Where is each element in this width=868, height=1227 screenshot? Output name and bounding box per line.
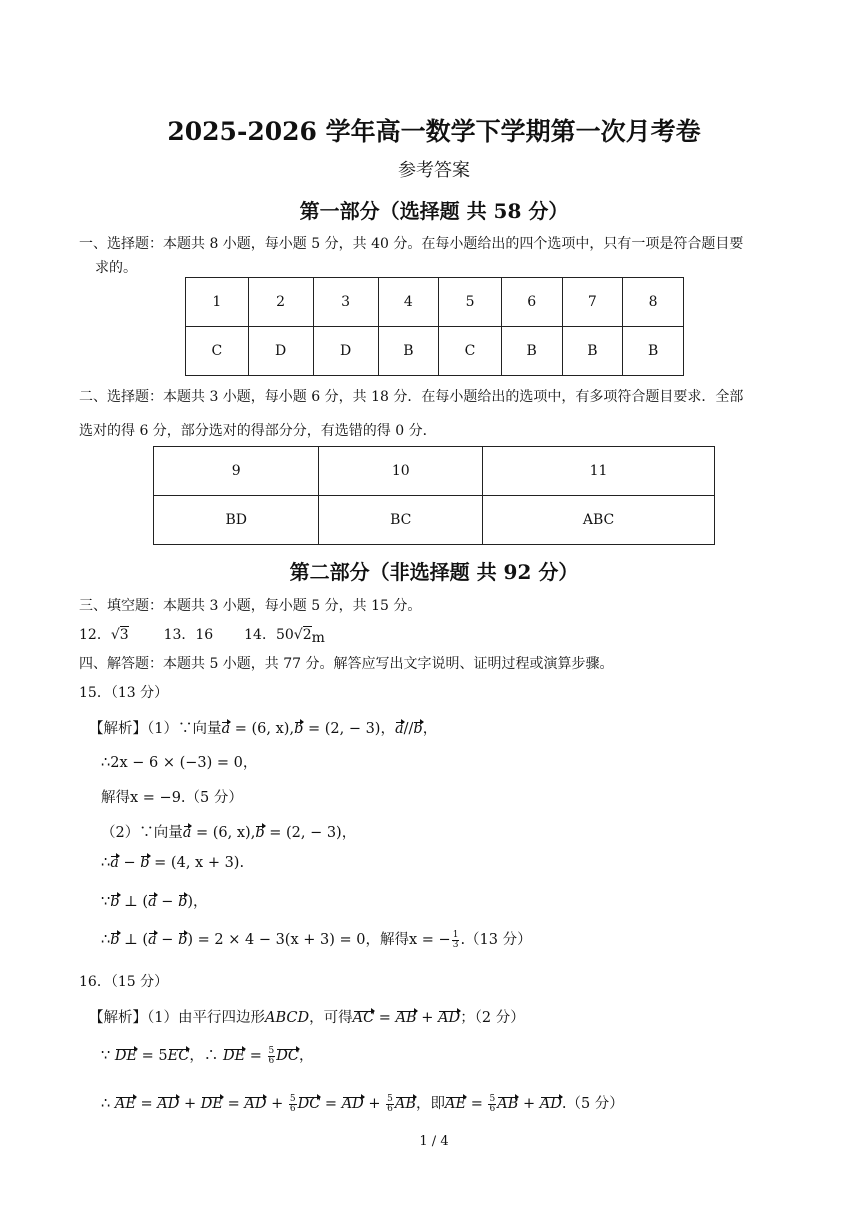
table-row xyxy=(154,496,715,545)
vec-a: a xyxy=(148,932,157,948)
vec-DC: DC xyxy=(276,1048,300,1064)
vec-b: b xyxy=(110,894,120,910)
q15-l7-perp: ⊥ ( xyxy=(119,932,149,948)
q15-l1-eq2: = (2, − 3)， xyxy=(303,721,395,737)
q13-answer: 13．16 xyxy=(163,627,214,643)
q16-l3-prefix: ∴ xyxy=(101,1096,115,1112)
table-cell: 6 xyxy=(501,278,562,327)
fraction xyxy=(386,1095,394,1114)
q16-l1-mid: ，可得 xyxy=(309,1010,353,1026)
sqrt-icon: √ xyxy=(110,627,120,643)
q15-l7-prefix: ∴ xyxy=(101,932,111,948)
table-cell: BC xyxy=(319,496,483,545)
q16-l3-eq3: = xyxy=(320,1096,342,1112)
vec-a: a xyxy=(182,825,192,841)
sqrt-icon: √ xyxy=(293,627,303,643)
fraction-denominator: 6 xyxy=(268,1055,275,1066)
q15-l5-minus: − xyxy=(118,855,141,871)
fraction xyxy=(488,1095,496,1114)
q15-l7-minus: − xyxy=(156,932,179,948)
vec-DE: DE xyxy=(200,1096,223,1112)
table-cell: 2 xyxy=(248,278,313,327)
answer-table-2 xyxy=(153,446,715,545)
table-cell: 8 xyxy=(623,278,684,327)
vec-EC: EC xyxy=(167,1048,190,1064)
q15-line4 xyxy=(101,821,356,842)
vec-b: b xyxy=(110,932,120,948)
vec-a: a xyxy=(110,855,119,871)
vec-b: b xyxy=(255,825,265,841)
q15-l1-end: ， xyxy=(422,721,438,737)
q16-line3 xyxy=(101,1092,624,1114)
q16-l3-eq2: = xyxy=(222,1096,245,1112)
q15-l4-eq1: = (6, x), xyxy=(191,825,256,841)
vec-AD: AD xyxy=(244,1096,267,1112)
q14-label: 14． xyxy=(244,627,276,643)
q16-l3-end: .（5 分） xyxy=(561,1096,624,1112)
q15-line1 xyxy=(89,717,437,738)
q15-header: 15．（13 分） xyxy=(79,685,169,701)
q15-l1-eq1: = (6, x), xyxy=(230,721,295,737)
fill-answers xyxy=(79,624,325,644)
q15-l7-eq: ) = 2 × 4 − 3(x + 3) = 0，解得 xyxy=(187,932,409,948)
q15-l6-prefix: ∵ xyxy=(101,894,111,910)
q16-line1 xyxy=(89,1006,525,1027)
q16-l1-plus: + xyxy=(416,1010,439,1026)
q16-l3-plus2: + xyxy=(266,1096,288,1112)
fraction-denominator: 3 xyxy=(452,939,459,950)
table-row xyxy=(186,278,684,327)
q16-l1-end: ；（2 分） xyxy=(460,1010,525,1026)
vec-b: b xyxy=(178,932,188,948)
page-subtitle: 参考答案 xyxy=(398,160,470,181)
q15-l5-eq: = (4, x + 3). xyxy=(149,855,245,871)
q15-line6 xyxy=(101,890,208,911)
vec-AB: AB xyxy=(395,1010,417,1026)
table-cell: ABC xyxy=(483,496,715,545)
fraction-numerator: 5 xyxy=(289,1093,296,1104)
q15-l6-end: )， xyxy=(187,894,208,910)
page-title: 2025-2026 学年高一数学下学期第一次月考卷 xyxy=(167,117,701,146)
fraction-numerator: 1 xyxy=(452,929,459,940)
vec-DC: DC xyxy=(297,1096,321,1112)
page-number: 1 / 4 xyxy=(419,1134,449,1149)
table-cell: B xyxy=(378,327,439,376)
table-cell: C xyxy=(439,327,502,376)
q16-l2-mid: ，∴ xyxy=(189,1048,223,1064)
q12-value: 3 xyxy=(119,627,129,643)
section3-text: 三、填空题：本题共 3 小题，每小题 5 分，共 15 分。 xyxy=(79,598,422,614)
vec-AE: AE xyxy=(114,1096,136,1112)
q15-l1-prefix: 【解析】（1）∵向量 xyxy=(89,721,222,737)
fraction xyxy=(268,1047,276,1066)
q15-l6-perp: ⊥ ( xyxy=(119,894,149,910)
vec-b: b xyxy=(140,855,150,871)
table-cell: 3 xyxy=(313,278,378,327)
vec-AB: AB xyxy=(394,1096,417,1112)
q16-l3-plus: + xyxy=(179,1096,201,1112)
table-cell: 7 xyxy=(562,278,623,327)
fraction xyxy=(452,931,460,950)
q16-l2-eq2: = xyxy=(245,1048,267,1064)
vec-b: b xyxy=(294,721,304,737)
section1-text-line1: 一、选择题：本题共 8 小题，每小题 5 分，共 40 分。在每小题给出的四个选项中，只有一项是符合题目要 xyxy=(79,236,744,252)
table-cell: BD xyxy=(154,496,319,545)
vec-b: b xyxy=(178,894,188,910)
q15-line5 xyxy=(101,855,244,871)
vec-AD: AD xyxy=(539,1096,562,1112)
q15-l3-c: （5 分） xyxy=(185,790,243,806)
vec-a: a xyxy=(221,721,231,737)
table-cell: 4 xyxy=(378,278,439,327)
vec-AD: AD xyxy=(157,1096,180,1112)
q16-l3-eq: = xyxy=(135,1096,158,1112)
vec-AD: AD xyxy=(438,1010,461,1026)
table-row xyxy=(186,327,684,376)
table-cell: D xyxy=(313,327,378,376)
q14-prefix: 50 xyxy=(275,627,294,643)
q15-l7-x: x = − xyxy=(409,932,451,948)
vec-b: b xyxy=(413,721,423,737)
part2-title: 第二部分（非选择题 共 92 分） xyxy=(289,560,579,584)
q16-l2-eq: = 5 xyxy=(137,1048,168,1064)
vec-a: a xyxy=(394,721,404,737)
table-cell: B xyxy=(562,327,623,376)
fraction-denominator: 6 xyxy=(387,1103,393,1114)
vec-AB: AB xyxy=(497,1096,519,1112)
vec-a: a xyxy=(148,894,157,910)
q15-l4-eq2: = (2, − 3)， xyxy=(264,825,357,841)
vec-AC: AC xyxy=(352,1010,375,1026)
q15-l6-minus: − xyxy=(156,894,179,910)
vec-DE: DE xyxy=(222,1048,246,1064)
q16-line2 xyxy=(101,1044,314,1066)
fraction-denominator: 6 xyxy=(489,1103,496,1114)
fraction-numerator: 5 xyxy=(268,1045,275,1056)
table-cell: 11 xyxy=(483,447,715,496)
section2-text-line2: 选对的得 6 分，部分选对的得部分分，有选错的得 0 分． xyxy=(79,423,437,439)
q16-header: 16．（15 分） xyxy=(79,974,169,990)
q16-l3-plus4: + xyxy=(518,1096,540,1112)
fraction-numerator: 5 xyxy=(489,1093,496,1104)
q16-l3-mid: ，即 xyxy=(416,1096,446,1112)
q14-unit: m xyxy=(311,630,325,646)
q14-root: 2 xyxy=(302,627,312,643)
table-cell: B xyxy=(623,327,684,376)
q15-line7 xyxy=(101,928,532,950)
table-cell: D xyxy=(248,327,313,376)
q15-line3 xyxy=(101,786,243,807)
q16-l1-prefix: 【解析】（1）由平行四边形 xyxy=(89,1010,265,1026)
answer-table-1 xyxy=(185,277,684,376)
table-cell: 9 xyxy=(154,447,319,496)
q15-line2: ∴2x − 6 × (−3) = 0， xyxy=(101,755,258,771)
q15-l1-par: // xyxy=(403,721,414,737)
vec-AE: AE xyxy=(445,1096,467,1112)
section4-text: 四、解答题：本题共 5 小题，共 77 分。解答应写出文字说明、证明过程或演算步骤。 xyxy=(79,656,614,672)
table-row xyxy=(154,447,715,496)
q16-l1-abcd: ABCD xyxy=(264,1010,310,1026)
q16-l3-plus3: + xyxy=(363,1096,386,1112)
q15-l4-prefix: （2）∵向量 xyxy=(101,825,183,841)
fraction xyxy=(289,1095,297,1114)
q15-l3-b: x = −9. xyxy=(130,790,186,806)
q16-l2-end: ， xyxy=(299,1048,314,1064)
table-cell: B xyxy=(501,327,562,376)
q16-l2-prefix: ∵ xyxy=(101,1048,115,1064)
part1-title: 第一部分（选择题 共 58 分） xyxy=(299,199,569,223)
section2-text-line1: 二、选择题：本题共 3 小题，每小题 6 分，共 18 分．在每小题给出的选项中，有多项符合题目要求．全部 xyxy=(79,389,744,405)
q15-l3-a: 解得 xyxy=(101,790,130,806)
vec-DE: DE xyxy=(114,1048,138,1064)
table-cell: C xyxy=(186,327,249,376)
q15-l5-prefix: ∴ xyxy=(101,855,111,871)
section1-text-line2: 求的。 xyxy=(95,260,137,276)
table-cell: 5 xyxy=(439,278,502,327)
table-cell: 10 xyxy=(319,447,483,496)
fraction-denominator: 6 xyxy=(289,1103,296,1114)
vec-AD: AD xyxy=(341,1096,364,1112)
q16-l3-eq4: = xyxy=(466,1096,488,1112)
q16-l1-eq: = xyxy=(374,1010,396,1026)
fraction-numerator: 5 xyxy=(387,1093,393,1104)
q12-label: 12． xyxy=(79,627,111,643)
table-cell: 1 xyxy=(186,278,249,327)
q15-l7-end: .（13 分） xyxy=(460,932,532,948)
